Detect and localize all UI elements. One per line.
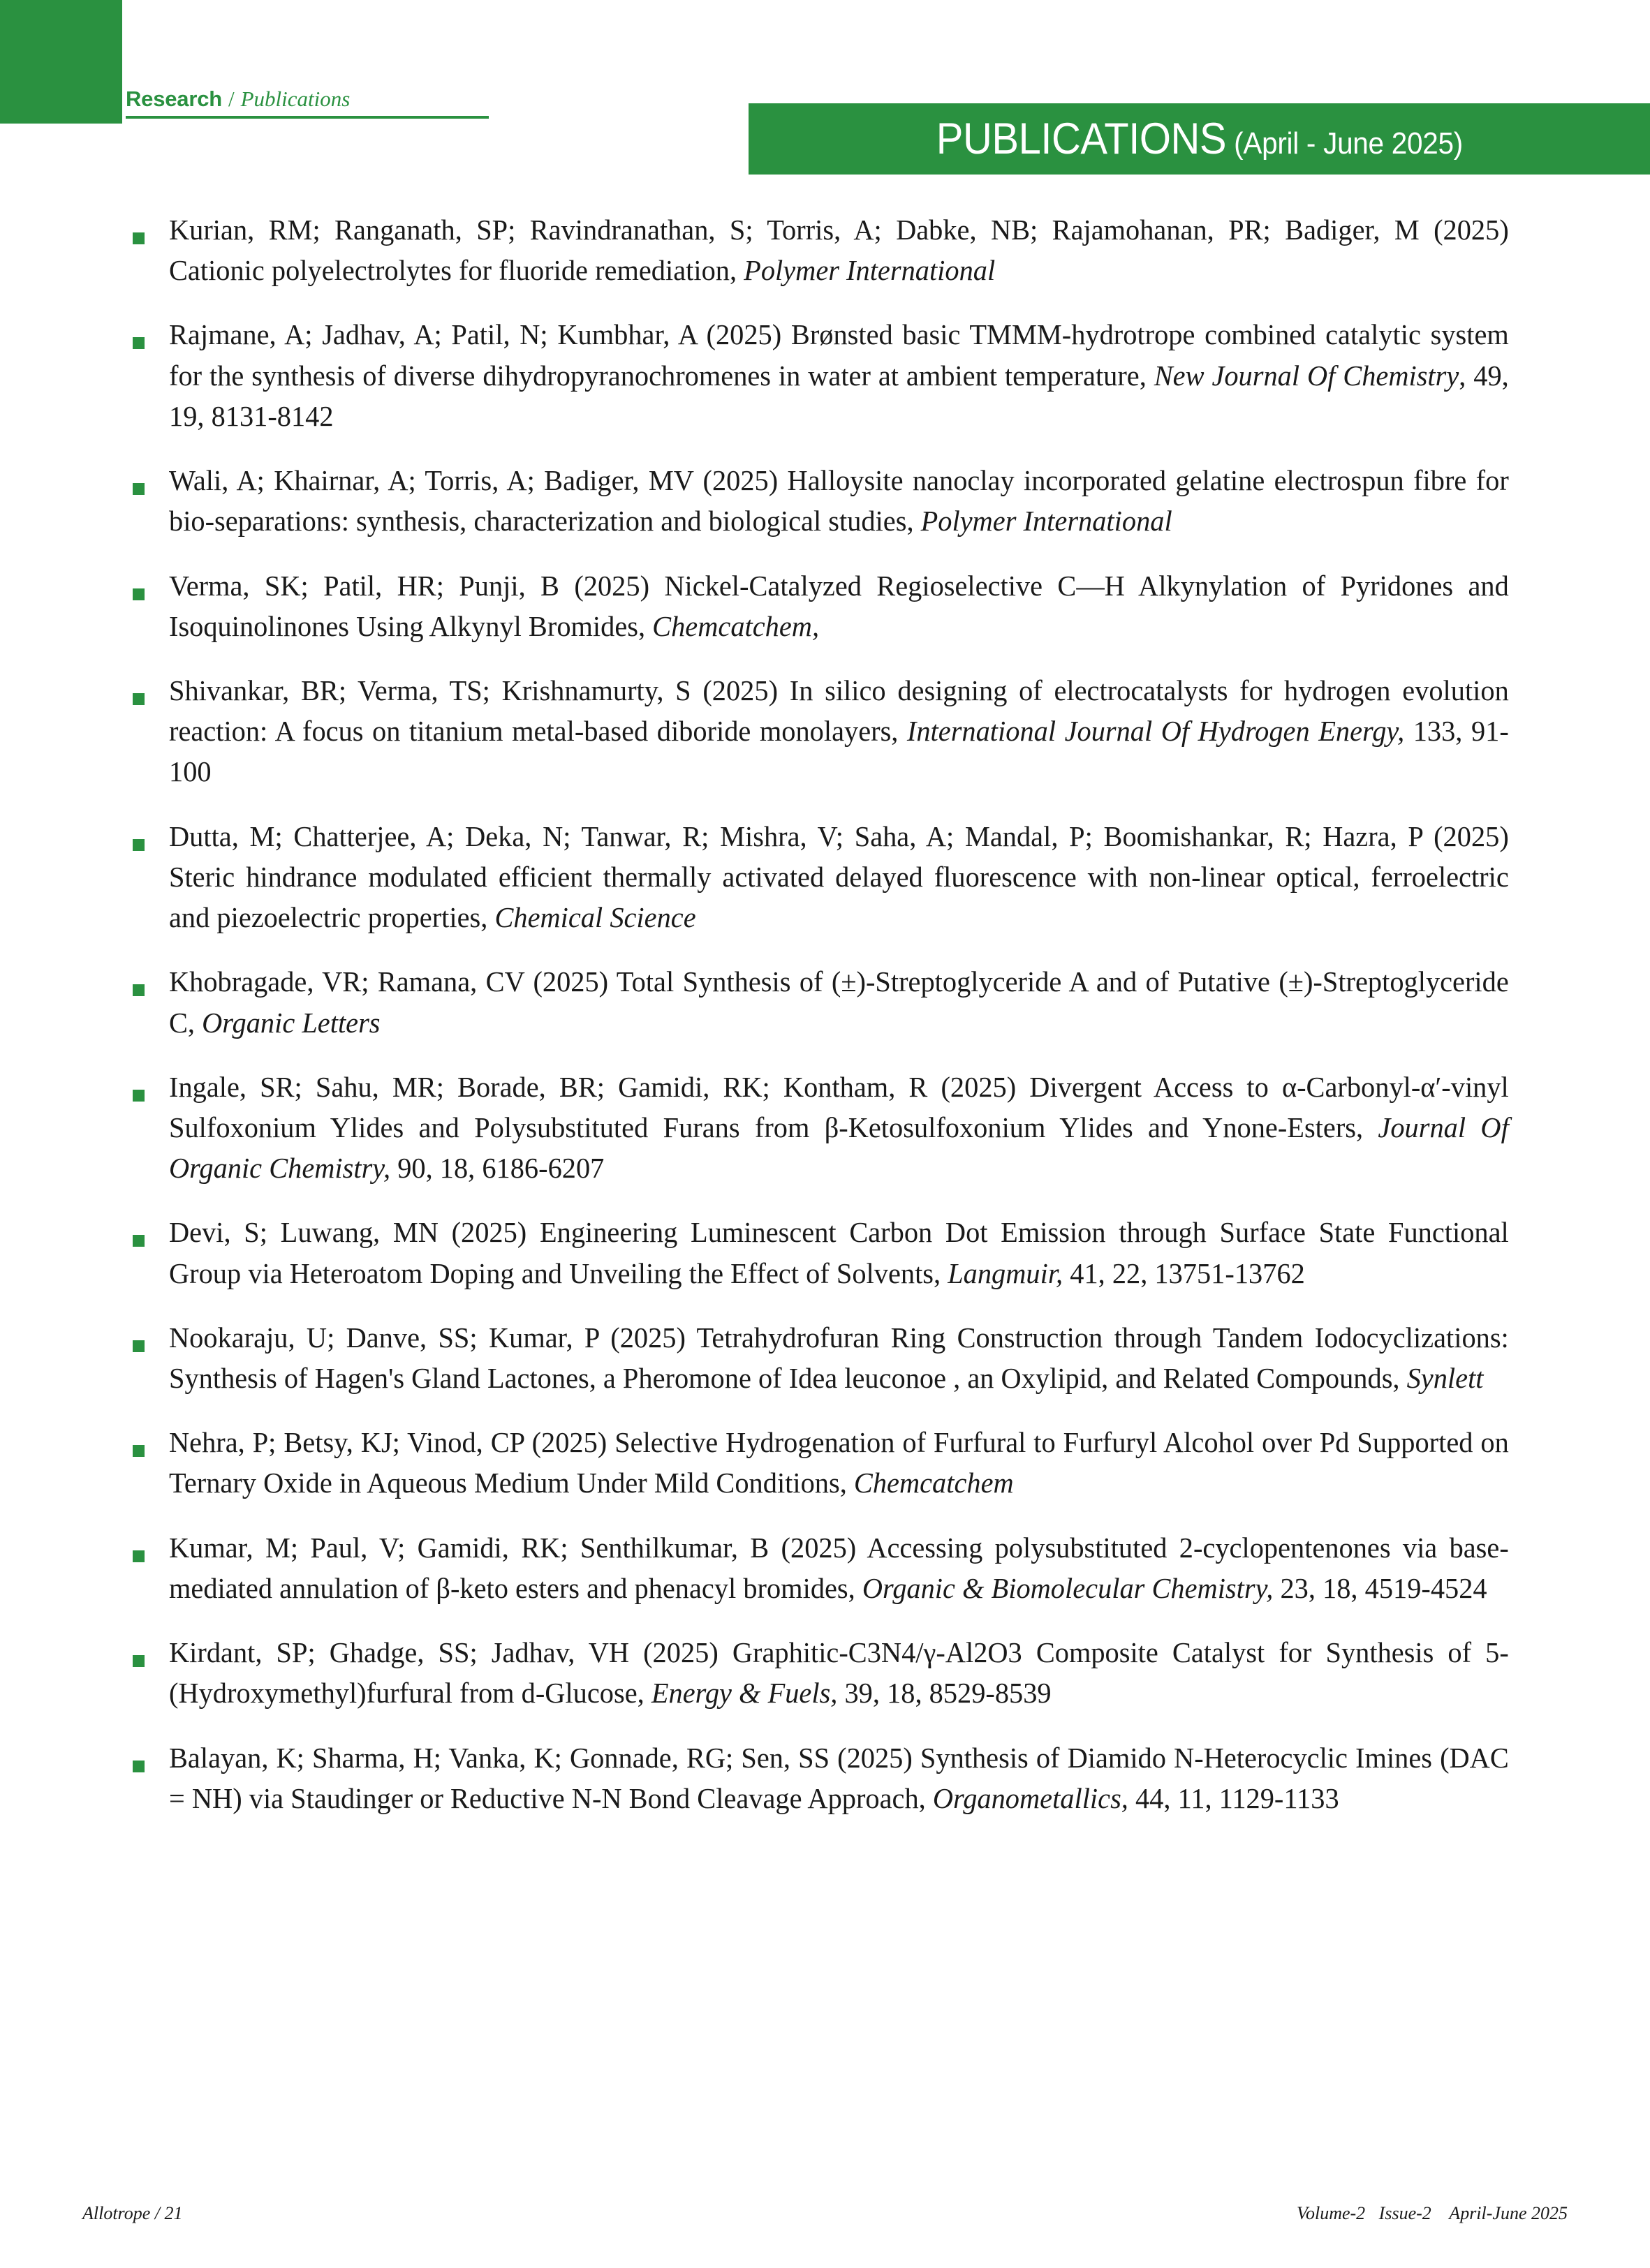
publication-journal: Chemcatchem, [652, 609, 820, 642]
bullet-square-icon [133, 1761, 145, 1772]
bullet-square-icon [133, 1655, 145, 1667]
bullet-square-icon [133, 1235, 145, 1247]
publication-text [169, 1632, 1509, 1713]
publication-entry [133, 1527, 1529, 1608]
bullet-square-icon [133, 1445, 145, 1457]
publication-citation: 39, 18, 8529-8539 [837, 1677, 1052, 1710]
publication-citation: , 49, 19, 8131-8142 [169, 359, 1509, 432]
publication-authors-title: Shivankar, BR; Verma, TS; Krishnamurty, S (2025) In silico designing of electrocatalysts for hydrogen evolution reaction: A focus on titanium metal-based diboride monolayers, [169, 674, 1509, 748]
breadcrumb-primary: Research [126, 87, 222, 111]
breadcrumb-section: Publications [240, 87, 351, 111]
publication-text [169, 209, 1509, 290]
publication-text [169, 961, 1509, 1042]
publication-citation: 41, 22, 13751-13762 [1063, 1257, 1305, 1289]
publication-entry [133, 816, 1529, 938]
publication-journal: Organic Letters [202, 1006, 381, 1039]
publication-entry [133, 1737, 1529, 1818]
publication-text [169, 565, 1509, 646]
publication-text [169, 1422, 1509, 1503]
publication-entry [133, 314, 1529, 436]
publication-journal: Polymer International [920, 505, 1172, 538]
publication-text [169, 670, 1509, 792]
publication-journal: Organometallics, [932, 1781, 1128, 1814]
publication-text [169, 1067, 1509, 1189]
publication-entry [133, 961, 1529, 1042]
publication-entry [133, 1422, 1529, 1503]
publication-authors-title: Nookaraju, U; Danve, SS; Kumar, P (2025) Tetrahydrofuran Ring Construction through Tandem Iodocyclizations: Synthesis of Hagen's Gland Lactones, a Pheromone of Idea leuconoe , an Oxylipid, and Related Compounds, [169, 1321, 1509, 1395]
publication-authors-title: Ingale, SR; Sahu, MR; Borade, BR; Gamidi, RK; Kontham, R (2025) Divergent Access to α-Carbonyl-α′-vinyl Sulfoxonium Ylides and Polysubstituted Furans from β-Ketosulfoxonium Ylides and Ynone-Esters, [169, 1070, 1509, 1143]
publication-text [169, 314, 1509, 436]
publication-journal: International Journal Of Hydrogen Energy, [906, 715, 1405, 748]
publication-journal: Chemical Science [494, 901, 696, 934]
footer-right: Volume-2 Issue-2 April-June 2025 [1296, 2203, 1568, 2223]
publication-citation: 44, 11, 1129-1133 [1128, 1781, 1339, 1814]
publication-authors-title: Kurian, RM; Ranganath, SP; Ravindranathan, S; Torris, A; Dabke, NB; Rajamohanan, PR; Badiger, M (2025) Cationic polyelectrolytes for fluoride remediation, [169, 214, 1509, 287]
publication-authors-title: Balayan, K; Sharma, H; Vanka, K; Gonnade, RG; Sen, SS (2025) Synthesis of Diamido N-Heterocyclic Imines (DAC = NH) via Staudinger or Reductive N-N Bond Cleavage Approach, [169, 1741, 1509, 1814]
publication-authors-title: Nehra, P; Betsy, KJ; Vinod, CP (2025) Selective Hydrogenation of Furfural to Furfuryl Alcohol over Pd Supported on Ternary Oxide in Aqueous Medium Under Mild Conditions, [169, 1426, 1509, 1499]
page-title-period: (April - June 2025) [1233, 126, 1463, 161]
publication-authors-title: Rajmane, A; Jadhav, A; Patil, N; Kumbhar, A (2025) Brønsted basic TMMM-hydrotrope combined catalytic system for the synthesis of diverse dihydropyranochromenes in water at ambient temperature, [169, 318, 1509, 392]
bullet-square-icon [133, 232, 145, 244]
footer-left: Allotrope / 21 [82, 2203, 183, 2223]
bullet-square-icon [133, 839, 145, 851]
publication-journal: New Journal Of Chemistry [1154, 359, 1459, 392]
publication-text [169, 1737, 1509, 1818]
publication-entry [133, 1212, 1529, 1293]
publication-citation: 90, 18, 6186-6207 [390, 1152, 605, 1185]
publication-authors-title: Wali, A; Khairnar, A; Torris, A; Badiger, MV (2025) Halloysite nanoclay incorporated gelatine electrospun fibre for bio-separations: synthesis, characterization and biological studies, [169, 464, 1509, 538]
publication-text [169, 816, 1509, 938]
publication-text [169, 460, 1509, 541]
bullet-square-icon [133, 1090, 145, 1102]
publication-authors-title: Verma, SK; Patil, HR; Punji, B (2025) Nickel-Catalyzed Regioselective C—H Alkynylation of Pyridones and Isoquinolinones Using Alkynyl Bromides, [169, 569, 1509, 642]
breadcrumb-separator: / [228, 87, 235, 111]
publication-entry [133, 670, 1529, 792]
publication-text [169, 1212, 1509, 1293]
publication-entry [133, 565, 1529, 646]
publication-entry [133, 460, 1529, 541]
publication-authors-title: Devi, S; Luwang, MN (2025) Engineering Luminescent Carbon Dot Emission through Surface State Functional Group via Heteroatom Doping and Unveiling the Effect of Solvents, [169, 1216, 1509, 1289]
publication-journal: Langmuir, [948, 1257, 1063, 1289]
publication-citation: 133, 91-100 [169, 715, 1509, 788]
bullet-square-icon [133, 693, 145, 705]
page-title-banner [749, 103, 1650, 175]
publication-authors-title: Kumar, M; Paul, V; Gamidi, RK; Senthilkumar, B (2025) Accessing polysubstituted 2-cyclopentenones via base-mediated annulation of β-keto esters and phenacyl bromides, [169, 1531, 1509, 1604]
header-corner-block [0, 0, 122, 124]
breadcrumb [126, 70, 489, 119]
bullet-square-icon [133, 483, 145, 495]
publication-journal: Synlett [1406, 1362, 1484, 1395]
publications-list [133, 209, 1529, 1842]
publication-journal: Journal Of Organic Chemistry, [169, 1111, 1509, 1185]
publication-journal: Organic & Biomolecular Chemistry, [862, 1571, 1274, 1604]
publication-journal: Energy & Fuels, [651, 1677, 838, 1710]
publication-entry [133, 1317, 1529, 1398]
page-title: PUBLICATIONS [936, 114, 1226, 163]
publication-entry [133, 1067, 1529, 1189]
bullet-square-icon [133, 1550, 145, 1562]
bullet-square-icon [133, 588, 145, 600]
publication-authors-title: Dutta, M; Chatterjee, A; Deka, N; Tanwar, R; Mishra, V; Saha, A; Mandal, P; Boomishankar, R; Hazra, P (2025) Steric hindrance modulated efficient thermally activated delayed fluorescence with non-linear optical, ferroelectric and piezoelectric properties, [169, 820, 1509, 934]
bullet-square-icon [133, 337, 145, 349]
publication-text [169, 1317, 1509, 1398]
bullet-square-icon [133, 1340, 145, 1352]
publication-citation: 23, 18, 4519-4524 [1273, 1571, 1487, 1604]
publication-authors-title: Khobragade, VR; Ramana, CV (2025) Total Synthesis of (±)-Streptoglyceride A and of Putative (±)-Streptoglyceride C, [169, 965, 1509, 1039]
publication-entry [133, 209, 1529, 290]
publication-entry [133, 1632, 1529, 1713]
publication-authors-title: Kirdant, SP; Ghadge, SS; Jadhav, VH (2025) Graphitic-C3N4/γ-Al2O3 Composite Catalyst for Synthesis of 5-(Hydroxymethyl)furfural from d-Glucose, [169, 1636, 1509, 1710]
bullet-square-icon [133, 984, 145, 996]
publication-text [169, 1527, 1509, 1608]
publication-journal: Chemcatchem [853, 1467, 1014, 1499]
publication-journal: Polymer International [744, 254, 996, 287]
page-title-banner-inner [936, 114, 1462, 164]
